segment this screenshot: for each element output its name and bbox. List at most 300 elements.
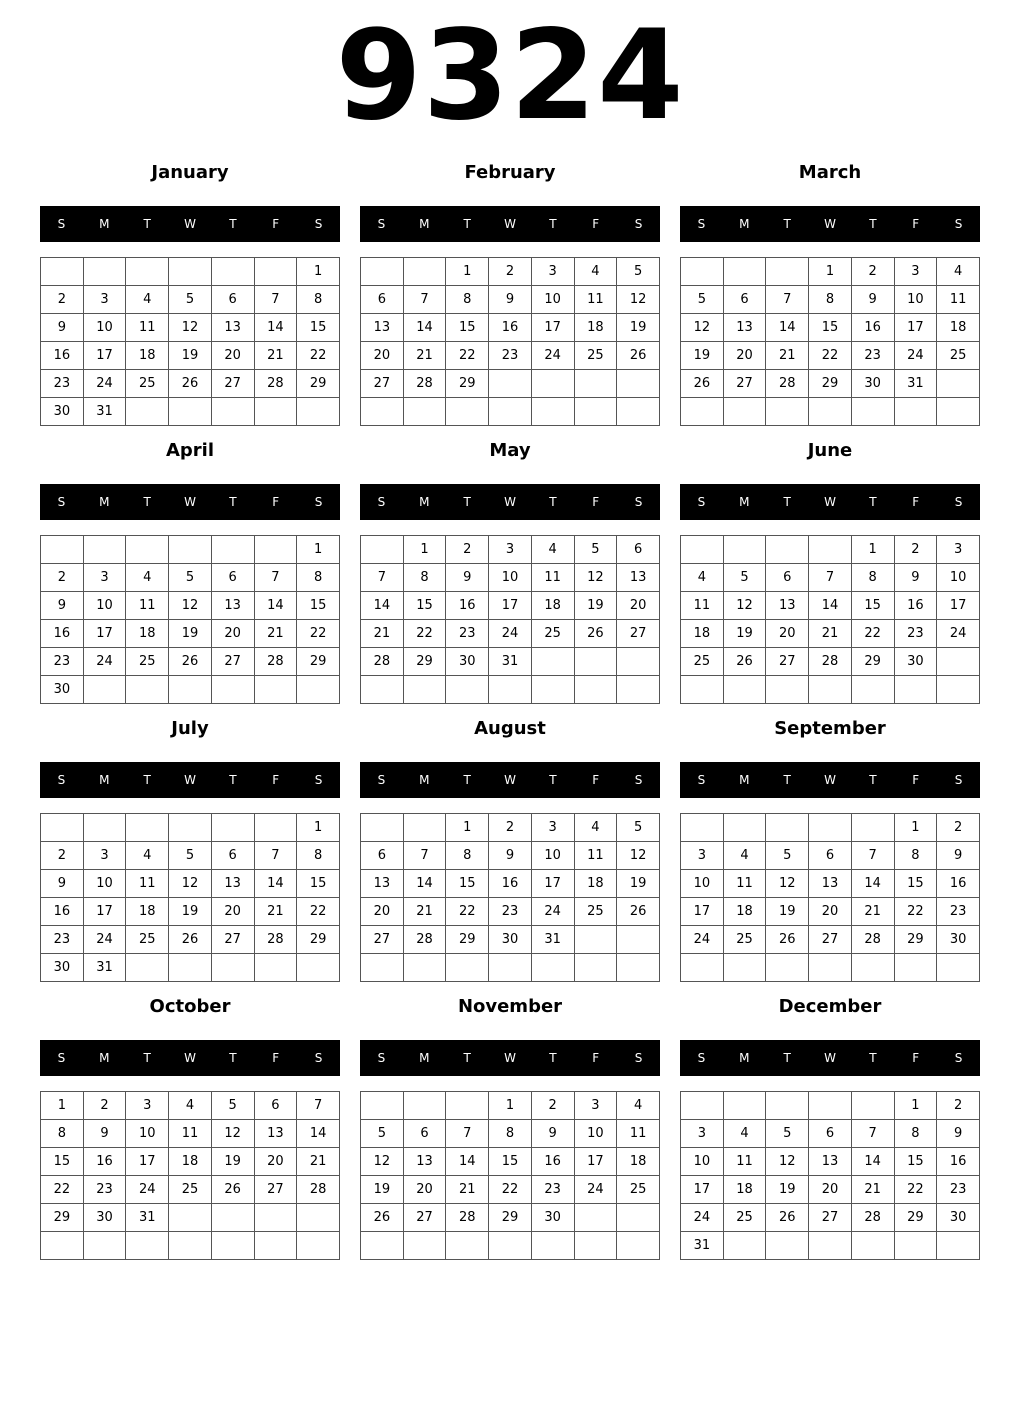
day-cell: 25 [126,648,169,676]
day-cell: 7 [851,842,894,870]
weekday-label: T [229,1051,237,1065]
day-cell: 29 [403,648,446,676]
day-cell: 12 [211,1120,254,1148]
weekday-label: T [869,217,877,231]
day-cell: 11 [723,1148,766,1176]
weekday-header [40,762,340,798]
empty-day-cell [809,814,852,842]
weekday-label: W [184,773,196,787]
month-name: January [151,162,229,183]
empty-day-cell [297,1232,340,1260]
day-cell: 8 [851,564,894,592]
empty-day-cell [361,1232,404,1260]
empty-day-cell [574,1232,617,1260]
day-cell: 7 [446,1120,489,1148]
weekday-label: T [143,495,151,509]
day-cell: 19 [574,592,617,620]
day-cell: 25 [681,648,724,676]
year-title: 9324 [335,4,685,148]
week-row [41,564,340,592]
month-name: October [149,996,231,1017]
week-row [681,814,980,842]
weekday-label: S [954,1051,963,1065]
day-cell: 26 [617,898,660,926]
day-cell: 2 [937,814,980,842]
empty-day-cell [254,676,297,704]
day-cell: 16 [41,898,84,926]
day-cell: 29 [446,370,489,398]
empty-day-cell [254,1204,297,1232]
week-row [361,620,660,648]
day-cell: 15 [894,870,937,898]
week-row [681,870,980,898]
day-cell: 21 [446,1176,489,1204]
day-cell: 29 [894,1204,937,1232]
day-cell: 9 [937,1120,980,1148]
empty-day-cell [361,1092,404,1120]
day-cell: 16 [489,314,532,342]
week-row [361,1120,660,1148]
empty-day-cell [403,954,446,982]
weekday-label: T [783,217,791,231]
day-cell: 7 [254,564,297,592]
day-cell: 26 [211,1176,254,1204]
day-cell: 5 [211,1092,254,1120]
weekday-label: F [912,495,920,509]
day-cell: 18 [723,898,766,926]
weekday-header [360,484,660,520]
day-cell: 6 [254,1092,297,1120]
empty-day-cell [766,398,809,426]
day-cell: 11 [617,1120,660,1148]
day-cell: 9 [83,1120,126,1148]
weekday-header [680,484,980,520]
week-row [41,1148,340,1176]
day-cell: 15 [297,592,340,620]
empty-day-cell [211,676,254,704]
day-grid [360,257,660,426]
day-cell: 11 [574,842,617,870]
day-cell: 16 [83,1148,126,1176]
empty-day-cell [937,398,980,426]
day-cell: 31 [531,926,574,954]
day-cell: 29 [41,1204,84,1232]
day-grid [360,1091,660,1260]
weekday-label: S [697,1051,706,1065]
day-cell: 11 [574,286,617,314]
day-cell: 14 [254,592,297,620]
empty-day-cell [211,814,254,842]
day-cell: 21 [254,898,297,926]
weekday-label: S [954,773,963,787]
weekday-label: S [57,1051,66,1065]
weekday-label: F [592,773,600,787]
empty-day-cell [723,536,766,564]
week-row [41,676,340,704]
weekday-label: T [463,495,471,509]
empty-day-cell [126,814,169,842]
empty-day-cell [403,258,446,286]
day-cell: 22 [41,1176,84,1204]
day-cell: 4 [169,1092,212,1120]
day-cell: 25 [126,926,169,954]
empty-day-cell [211,1232,254,1260]
empty-day-cell [254,814,297,842]
day-cell: 13 [617,564,660,592]
week-row [41,1204,340,1232]
day-cell: 4 [723,1120,766,1148]
empty-day-cell [297,398,340,426]
empty-day-cell [681,1092,724,1120]
day-cell: 22 [809,342,852,370]
empty-day-cell [766,676,809,704]
day-cell: 12 [574,564,617,592]
week-row [681,1204,980,1232]
weekday-header [680,206,980,242]
day-cell: 11 [723,870,766,898]
day-cell: 18 [681,620,724,648]
empty-day-cell [574,954,617,982]
day-cell: 14 [766,314,809,342]
day-cell: 10 [83,592,126,620]
day-cell: 30 [937,1204,980,1232]
day-cell: 22 [403,620,446,648]
day-cell: 20 [211,620,254,648]
day-cell: 23 [41,370,84,398]
day-cell: 14 [809,592,852,620]
day-cell: 13 [361,870,404,898]
day-cell: 20 [211,342,254,370]
day-cell: 4 [126,842,169,870]
day-cell: 25 [574,898,617,926]
empty-day-cell [723,1232,766,1260]
day-cell: 7 [766,286,809,314]
weekday-label: F [592,217,600,231]
weekday-label: T [783,495,791,509]
day-cell: 7 [361,564,404,592]
day-cell: 24 [531,342,574,370]
empty-day-cell [723,258,766,286]
empty-day-cell [41,1232,84,1260]
empty-day-cell [403,398,446,426]
day-cell: 27 [809,1204,852,1232]
day-cell: 3 [83,564,126,592]
weekday-label: S [314,1051,323,1065]
empty-day-cell [361,954,404,982]
empty-day-cell [809,398,852,426]
week-row [361,870,660,898]
empty-day-cell [894,1232,937,1260]
empty-day-cell [531,398,574,426]
weekday-header [360,1040,660,1076]
day-cell: 30 [41,676,84,704]
week-row [361,842,660,870]
day-cell: 29 [297,648,340,676]
day-grid [40,1091,340,1260]
month-name: June [807,440,853,461]
weekday-label: T [549,1051,557,1065]
empty-day-cell [617,648,660,676]
weekday-label: T [549,495,557,509]
day-cell: 17 [681,898,724,926]
day-cell: 20 [809,1176,852,1204]
day-cell: 9 [489,286,532,314]
weekday-label: W [504,1051,516,1065]
day-cell: 8 [297,842,340,870]
month-name: December [778,996,882,1017]
day-cell: 4 [574,814,617,842]
day-cell: 15 [403,592,446,620]
day-cell: 2 [894,536,937,564]
day-cell: 25 [723,926,766,954]
day-cell: 27 [403,1204,446,1232]
day-cell: 10 [681,870,724,898]
day-cell: 25 [937,342,980,370]
day-cell: 30 [41,954,84,982]
day-cell: 15 [297,314,340,342]
weekday-header [360,206,660,242]
weekday-label: T [869,495,877,509]
empty-day-cell [446,398,489,426]
week-row [681,286,980,314]
empty-day-cell [809,1092,852,1120]
day-cell: 6 [211,842,254,870]
empty-day-cell [681,536,724,564]
empty-day-cell [126,1232,169,1260]
empty-day-cell [937,676,980,704]
day-cell: 18 [126,620,169,648]
day-cell: 21 [403,898,446,926]
weekday-label: M [419,217,430,231]
day-cell: 21 [361,620,404,648]
empty-day-cell [574,926,617,954]
day-cell: 20 [403,1176,446,1204]
empty-day-cell [617,370,660,398]
day-cell: 13 [403,1148,446,1176]
week-row [41,1092,340,1120]
weekday-label: M [99,773,110,787]
day-cell: 27 [361,370,404,398]
day-cell: 8 [489,1120,532,1148]
day-cell: 23 [937,1176,980,1204]
day-cell: 8 [446,842,489,870]
day-cell: 3 [83,842,126,870]
day-cell: 28 [851,1204,894,1232]
day-cell: 12 [723,592,766,620]
day-cell: 20 [361,342,404,370]
day-cell: 20 [361,898,404,926]
month-name: April [165,440,215,461]
empty-day-cell [617,1232,660,1260]
week-row [41,870,340,898]
day-cell: 17 [531,314,574,342]
empty-day-cell [766,954,809,982]
empty-day-cell [574,648,617,676]
day-cell: 21 [851,898,894,926]
empty-day-cell [809,1232,852,1260]
day-cell: 14 [254,314,297,342]
week-row [361,564,660,592]
day-cell: 8 [809,286,852,314]
empty-day-cell [531,648,574,676]
weekday-label: F [272,773,280,787]
day-cell: 4 [723,842,766,870]
week-row [681,1120,980,1148]
day-cell: 26 [361,1204,404,1232]
weekday-label: S [697,217,706,231]
day-cell: 24 [681,926,724,954]
weekday-label: S [634,495,643,509]
day-cell: 20 [766,620,809,648]
day-cell: 18 [531,592,574,620]
day-cell: 22 [851,620,894,648]
empty-day-cell [531,676,574,704]
empty-day-cell [297,1204,340,1232]
day-cell: 23 [83,1176,126,1204]
weekday-label: W [824,1051,836,1065]
weekday-label: M [99,1051,110,1065]
day-cell: 6 [723,286,766,314]
empty-day-cell [617,398,660,426]
weekday-label: F [272,1051,280,1065]
day-cell: 23 [41,648,84,676]
day-grid [680,813,980,982]
week-row [41,620,340,648]
weekday-label: T [783,773,791,787]
day-cell: 10 [681,1148,724,1176]
week-row [41,370,340,398]
empty-day-cell [681,398,724,426]
week-row [361,258,660,286]
day-cell: 17 [681,1176,724,1204]
day-cell: 19 [169,620,212,648]
day-cell: 10 [126,1120,169,1148]
day-cell: 9 [937,842,980,870]
day-cell: 1 [809,258,852,286]
week-row [41,286,340,314]
day-cell: 13 [809,870,852,898]
day-cell: 4 [574,258,617,286]
day-cell: 20 [809,898,852,926]
day-cell: 5 [617,814,660,842]
week-row [361,314,660,342]
day-cell: 13 [211,870,254,898]
day-cell: 27 [809,926,852,954]
day-cell: 16 [489,870,532,898]
day-cell: 8 [41,1120,84,1148]
day-cell: 4 [681,564,724,592]
weekday-label: M [739,773,750,787]
weekday-label: S [954,495,963,509]
weekday-label: T [463,773,471,787]
day-cell: 5 [574,536,617,564]
day-cell: 3 [126,1092,169,1120]
day-cell: 21 [766,342,809,370]
day-cell: 2 [937,1092,980,1120]
day-cell: 2 [83,1092,126,1120]
empty-day-cell [766,536,809,564]
day-cell: 19 [766,1176,809,1204]
day-cell: 9 [446,564,489,592]
day-cell: 1 [297,258,340,286]
week-row [361,1176,660,1204]
day-cell: 8 [297,564,340,592]
empty-day-cell [574,676,617,704]
day-cell: 16 [41,620,84,648]
day-cell: 12 [169,870,212,898]
day-cell: 29 [809,370,852,398]
day-cell: 26 [766,1204,809,1232]
day-cell: 21 [403,342,446,370]
day-cell: 25 [126,370,169,398]
day-cell: 3 [681,1120,724,1148]
day-cell: 2 [851,258,894,286]
day-cell: 24 [894,342,937,370]
day-cell: 16 [446,592,489,620]
day-cell: 19 [617,870,660,898]
day-cell: 28 [766,370,809,398]
empty-day-cell [83,814,126,842]
day-cell: 7 [403,286,446,314]
weekday-label: T [549,773,557,787]
weekday-label: S [314,773,323,787]
empty-day-cell [361,258,404,286]
empty-day-cell [574,1204,617,1232]
day-cell: 28 [403,926,446,954]
empty-day-cell [531,370,574,398]
empty-day-cell [403,814,446,842]
empty-day-cell [211,536,254,564]
day-cell: 9 [894,564,937,592]
day-cell: 19 [211,1148,254,1176]
weekday-label: T [143,217,151,231]
day-grid [360,535,660,704]
day-cell: 7 [254,286,297,314]
week-row [361,648,660,676]
day-cell: 21 [851,1176,894,1204]
empty-day-cell [83,676,126,704]
day-cell: 1 [297,814,340,842]
day-cell: 29 [489,1204,532,1232]
day-cell: 17 [83,342,126,370]
day-cell: 19 [723,620,766,648]
day-cell: 13 [723,314,766,342]
day-cell: 17 [531,870,574,898]
day-cell: 19 [361,1176,404,1204]
day-cell: 24 [574,1176,617,1204]
weekday-label: M [419,495,430,509]
day-cell: 20 [723,342,766,370]
empty-day-cell [403,1092,446,1120]
day-cell: 22 [894,898,937,926]
weekday-label: S [57,495,66,509]
empty-day-cell [937,370,980,398]
week-row [361,370,660,398]
day-cell: 31 [894,370,937,398]
day-cell: 15 [297,870,340,898]
day-cell: 23 [489,342,532,370]
week-row [361,286,660,314]
day-cell: 25 [531,620,574,648]
day-cell: 18 [574,314,617,342]
day-cell: 25 [617,1176,660,1204]
day-cell: 4 [617,1092,660,1120]
day-cell: 26 [723,648,766,676]
empty-day-cell [489,398,532,426]
week-row [681,676,980,704]
weekday-label: W [504,773,516,787]
weekday-label: M [99,217,110,231]
